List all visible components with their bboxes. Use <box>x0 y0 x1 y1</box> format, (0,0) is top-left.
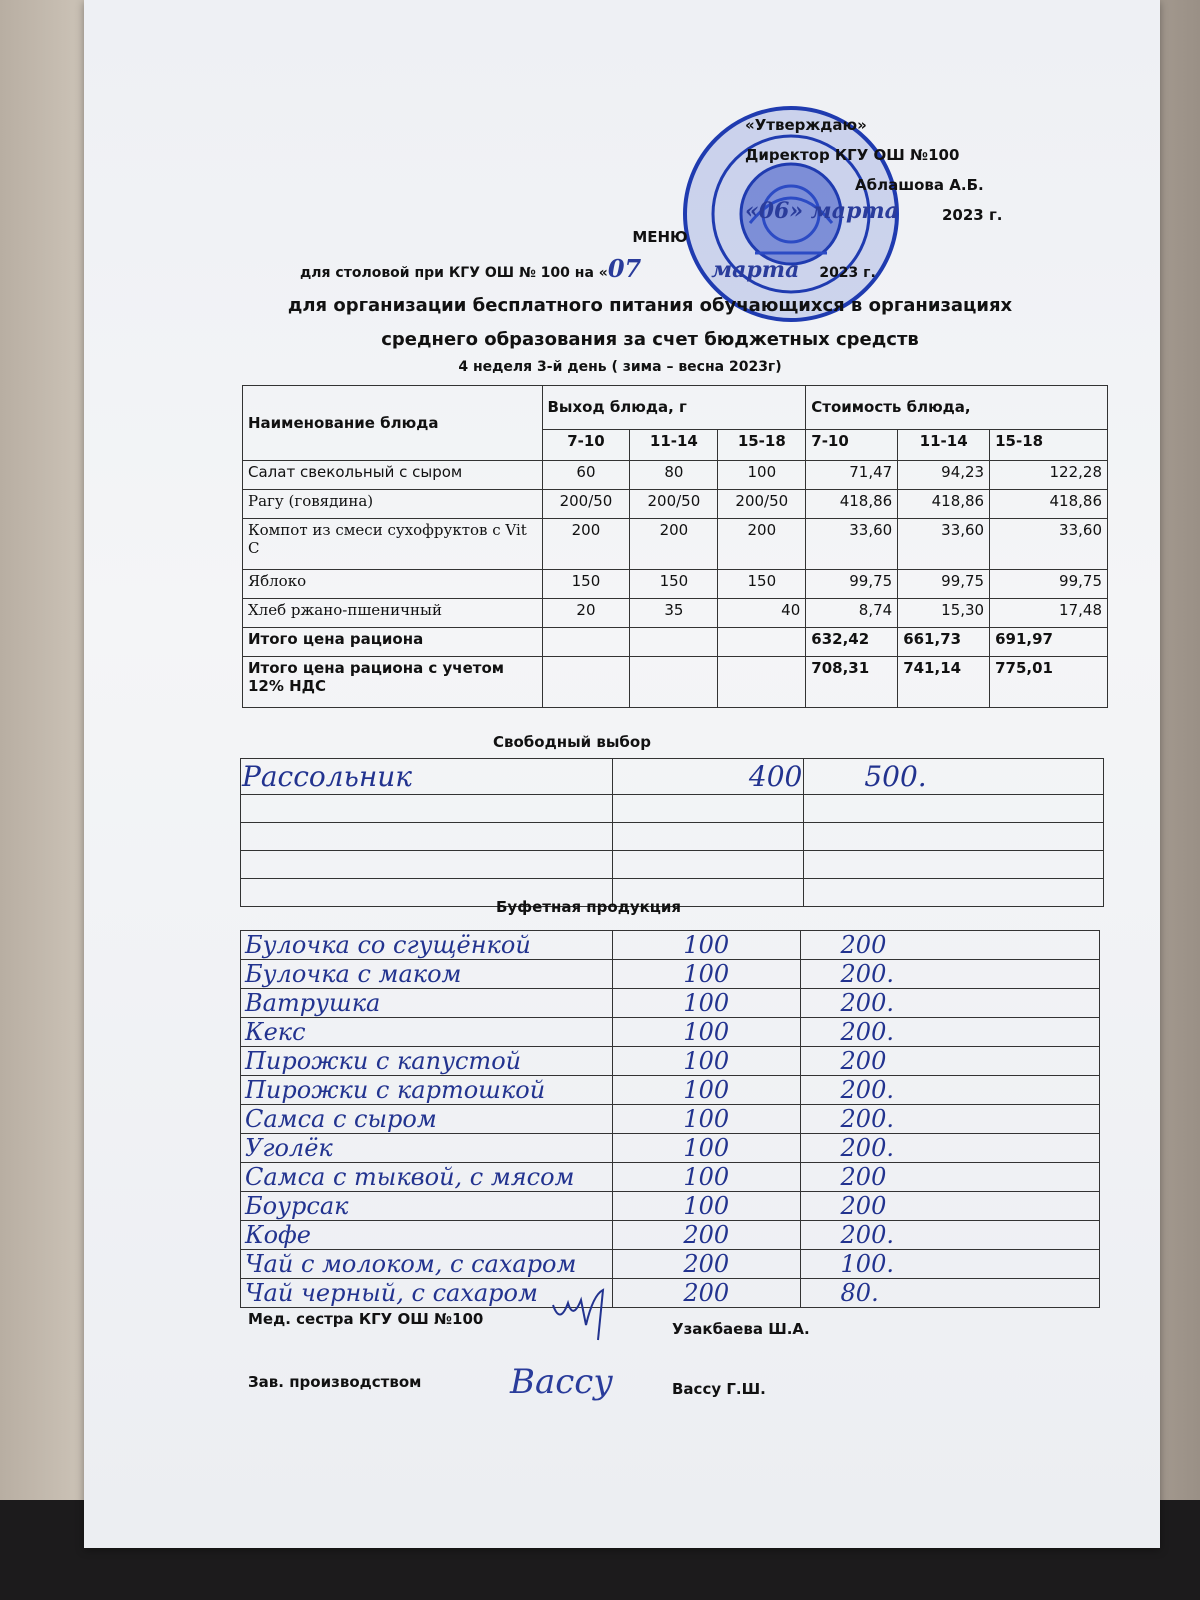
free-item-price: 500. <box>804 759 1104 795</box>
cost-15-18: 122,28 <box>990 461 1108 490</box>
cost-11-14: 33,60 <box>898 519 990 570</box>
buffet-item-price: 200 <box>800 1192 1099 1221</box>
approval-block <box>745 110 1003 230</box>
empty-cell <box>612 851 804 879</box>
table-row <box>241 1221 1100 1250</box>
output-15-18: 200 <box>718 519 806 570</box>
approve-director: Директор КГУ ОШ №100 <box>745 146 960 164</box>
buffet-item-name: Уголёк <box>241 1134 613 1163</box>
output-11-14: 200/50 <box>630 490 718 519</box>
table-row <box>241 1105 1100 1134</box>
dish-name: Хлеб ржано-пшеничный <box>243 599 543 628</box>
table-row <box>243 490 1108 519</box>
table-row <box>241 1163 1100 1192</box>
empty-cell <box>804 823 1104 851</box>
approve-year: 2023 г. <box>942 206 1003 224</box>
cost-7-10: 418,86 <box>806 490 898 519</box>
buffet-item-price: 200. <box>800 1221 1099 1250</box>
output-15-18: 200/50 <box>718 490 806 519</box>
menu-table <box>242 385 1108 708</box>
dish-name: Яблоко <box>243 570 543 599</box>
buffet-item-price: 200. <box>800 1105 1099 1134</box>
menu-heading <box>240 228 1060 375</box>
buffet-item-qty: 200 <box>612 1279 800 1308</box>
free-choice-title: Свободный выбор <box>493 733 651 751</box>
cost-7-10: 33,60 <box>806 519 898 570</box>
buffet-item-qty: 200 <box>612 1221 800 1250</box>
table-row <box>241 1134 1100 1163</box>
table-row <box>241 1279 1100 1308</box>
free-item-name: Рассольник <box>241 759 613 795</box>
empty-cell <box>804 851 1104 879</box>
empty-cell <box>630 628 718 657</box>
buffet-item-price: 200 <box>800 1047 1099 1076</box>
buffet-item-price: 200. <box>800 960 1099 989</box>
total-vat-label: Итого цена рациона с учетом 12% НДС <box>243 657 543 708</box>
table-row <box>241 823 1104 851</box>
menu-title: МЕНЮ <box>632 228 688 246</box>
total-vat-11-14: 741,14 <box>898 657 990 708</box>
buffet-item-name: Боурсак <box>241 1192 613 1221</box>
cost-7-10: 71,47 <box>806 461 898 490</box>
nurse-label: Мед. сестра КГУ ОШ №100 <box>248 1310 484 1328</box>
approve-name: Аблашова А.Б. <box>855 176 984 194</box>
cost-15-18: 418,86 <box>990 490 1108 519</box>
cost-15-18: 99,75 <box>990 570 1108 599</box>
empty-cell <box>718 657 806 708</box>
total-label: Итого цена рациона <box>243 628 543 657</box>
buffet-item-price: 200. <box>800 1134 1099 1163</box>
production-signature: Вассу <box>510 1362 614 1402</box>
buffet-item-qty: 100 <box>612 1047 800 1076</box>
table-row <box>241 851 1104 879</box>
output-15-18: 100 <box>718 461 806 490</box>
buffet-item-name: Булочка с маком <box>241 960 613 989</box>
total-vat-15-18: 775,01 <box>990 657 1108 708</box>
sub-header: 7-10 <box>806 429 898 460</box>
dish-name: Рагу (говядина) <box>243 490 543 519</box>
output-15-18: 40 <box>718 599 806 628</box>
sub-header: 7-10 <box>542 429 630 460</box>
table-row <box>243 599 1108 628</box>
table-row <box>243 570 1108 599</box>
empty-cell <box>804 879 1104 907</box>
output-7-10: 200/50 <box>542 490 630 519</box>
cost-7-10: 8,74 <box>806 599 898 628</box>
empty-cell <box>241 851 613 879</box>
menu-week: 4 неделя 3-й день ( зима – весна 2023г) <box>458 359 782 375</box>
output-7-10: 20 <box>542 599 630 628</box>
buffet-item-qty: 100 <box>612 1018 800 1047</box>
table-row <box>241 1076 1100 1105</box>
menu-subtitle: для столовой при КГУ ОШ № 100 на «07 марта 2023 г. <box>300 254 876 283</box>
table-row <box>241 1018 1100 1047</box>
total-vat-7-10: 708,31 <box>806 657 898 708</box>
menu-day-handwritten: 07 <box>607 254 642 283</box>
sub-header: 11-14 <box>898 429 990 460</box>
buffet-item-qty: 200 <box>612 1250 800 1279</box>
buffet-item-qty: 100 <box>612 1192 800 1221</box>
buffet-item-qty: 100 <box>612 1105 800 1134</box>
table-row <box>241 1047 1100 1076</box>
buffet-item-qty: 100 <box>612 931 800 960</box>
table-row <box>241 795 1104 823</box>
empty-cell <box>542 657 630 708</box>
buffet-item-name: Кофе <box>241 1221 613 1250</box>
table-row <box>241 931 1100 960</box>
total-7-10: 632,42 <box>806 628 898 657</box>
buffet-item-price: 200. <box>800 1076 1099 1105</box>
output-7-10: 150 <box>542 570 630 599</box>
dish-name: Компот из смеси сухофруктов с Vit C <box>243 519 543 570</box>
output-11-14: 80 <box>630 461 718 490</box>
buffet-item-name: Чай черный, с сахаром <box>241 1279 613 1308</box>
col-name-header: Наименование блюда <box>243 386 543 461</box>
buffet-item-name: Ватрушка <box>241 989 613 1018</box>
empty-cell <box>241 795 613 823</box>
total-vat-row <box>243 657 1108 708</box>
buffet-item-qty: 100 <box>612 1134 800 1163</box>
total-row <box>243 628 1108 657</box>
output-11-14: 150 <box>630 570 718 599</box>
sub-header: 15-18 <box>718 429 806 460</box>
table-row <box>243 519 1108 570</box>
production-label: Зав. производством <box>248 1373 422 1391</box>
menu-purpose-2: среднего образования за счет бюджетных средств <box>381 329 919 350</box>
buffet-item-price: 200 <box>800 931 1099 960</box>
total-11-14: 661,73 <box>898 628 990 657</box>
buffet-item-qty: 100 <box>612 960 800 989</box>
empty-cell <box>718 628 806 657</box>
buffet-item-price: 200. <box>800 989 1099 1018</box>
output-11-14: 200 <box>630 519 718 570</box>
output-15-18: 150 <box>718 570 806 599</box>
table-row <box>241 1192 1100 1221</box>
table-row <box>241 759 1104 795</box>
table-row <box>241 989 1100 1018</box>
buffet-table <box>240 930 1100 1308</box>
cost-11-14: 99,75 <box>898 570 990 599</box>
empty-cell <box>612 823 804 851</box>
output-7-10: 60 <box>542 461 630 490</box>
buffet-title: Буфетная продукция <box>496 898 682 916</box>
cost-7-10: 99,75 <box>806 570 898 599</box>
buffet-item-name: Самса с тыквой, с мясом <box>241 1163 613 1192</box>
menu-month-handwritten: марта <box>711 257 800 283</box>
buffet-item-name: Самса с сыром <box>241 1105 613 1134</box>
buffet-item-name: Пирожки с капустой <box>241 1047 613 1076</box>
cost-15-18: 33,60 <box>990 519 1108 570</box>
empty-cell <box>804 795 1104 823</box>
nurse-signature <box>548 1285 618 1345</box>
buffet-item-name: Кекс <box>241 1018 613 1047</box>
menu-purpose: для организации бесплатного питания обучающихся в организациях <box>287 295 1013 316</box>
cost-15-18: 17,48 <box>990 599 1108 628</box>
buffet-item-name: Пирожки с картошкой <box>241 1076 613 1105</box>
free-item-qty: 400 <box>612 759 804 795</box>
empty-cell <box>241 823 613 851</box>
table-row <box>241 960 1100 989</box>
output-7-10: 200 <box>542 519 630 570</box>
empty-cell <box>542 628 630 657</box>
buffet-item-price: 100. <box>800 1250 1099 1279</box>
buffet-item-price: 80. <box>800 1279 1099 1308</box>
output-11-14: 35 <box>630 599 718 628</box>
approve-date-handwritten: «06» марта <box>745 198 899 224</box>
total-15-18: 691,97 <box>990 628 1108 657</box>
buffet-item-name: Чай с молоком, с сахаром <box>241 1250 613 1279</box>
buffet-item-qty: 100 <box>612 989 800 1018</box>
dish-name: Салат свекольный с сыром <box>243 461 543 490</box>
col-cost-header: Стоимость блюда, <box>806 386 1108 430</box>
buffet-item-name: Булочка со сгущёнкой <box>241 931 613 960</box>
cost-11-14: 418,86 <box>898 490 990 519</box>
sub-header: 11-14 <box>630 429 718 460</box>
empty-cell <box>612 795 804 823</box>
buffet-item-price: 200. <box>800 1018 1099 1047</box>
table-row <box>241 1250 1100 1279</box>
free-choice-table <box>240 758 1104 907</box>
nurse-name: Узакбаева Ш.А. <box>672 1320 810 1338</box>
cost-11-14: 94,23 <box>898 461 990 490</box>
empty-cell <box>630 657 718 708</box>
cost-11-14: 15,30 <box>898 599 990 628</box>
production-name: Вассу Г.Ш. <box>672 1380 766 1398</box>
buffet-item-qty: 100 <box>612 1163 800 1192</box>
buffet-item-qty: 100 <box>612 1076 800 1105</box>
table-row <box>243 461 1108 490</box>
buffet-item-price: 200 <box>800 1163 1099 1192</box>
col-output-header: Выход блюда, г <box>542 386 806 430</box>
approve-title: «Утверждаю» <box>745 116 867 134</box>
sub-header: 15-18 <box>990 429 1108 460</box>
